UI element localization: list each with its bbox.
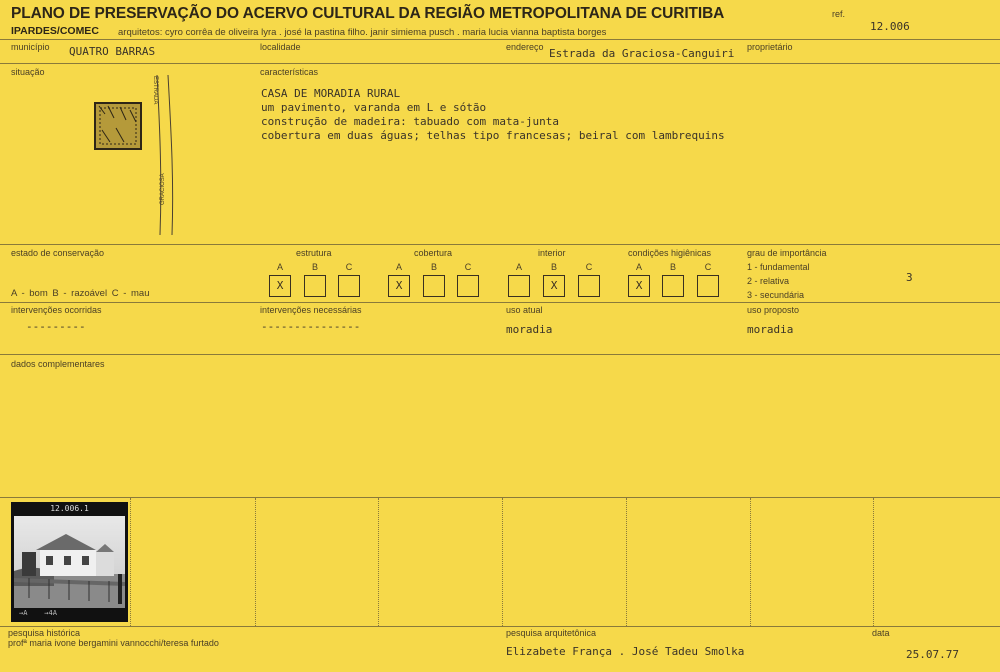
house-photo: [11, 502, 128, 622]
pesquisa-historica-label: pesquisa histórica: [8, 628, 81, 638]
photo-frame-label: 12.006.1: [50, 504, 89, 513]
photo-divider: [873, 498, 874, 626]
conservacao-label: estado de conservação: [11, 248, 105, 258]
interior-b-checkbox[interactable]: X: [543, 275, 565, 297]
interior-a-checkbox[interactable]: [508, 275, 530, 297]
organization: IPARDES/COMEC: [11, 25, 99, 37]
data-value: 25.07.77: [906, 648, 959, 661]
divider: [0, 63, 1000, 64]
municipio-value: QUATRO BARRAS: [69, 45, 156, 58]
caracteristicas-line: cobertura em duas águas; telhas tipo francesas; beiral com lambrequins: [261, 129, 725, 142]
sketch-label-bottom: GRACIOSA: [160, 173, 166, 205]
ref-label: ref.: [832, 9, 846, 19]
col-a: A: [635, 262, 642, 272]
complementares-label: dados complementares: [11, 359, 105, 369]
divider: [0, 39, 1000, 40]
col-a: A: [395, 262, 402, 272]
divider: [0, 354, 1000, 355]
data-label: data: [872, 628, 890, 638]
interior-c-checkbox[interactable]: [578, 275, 600, 297]
photo-divider: [255, 498, 256, 626]
col-b: B: [311, 262, 318, 272]
municipio-label: município: [11, 42, 50, 52]
estrutura-label: estrutura: [296, 248, 332, 258]
intervencoes-ocorridas-label: intervenções ocorridas: [11, 305, 102, 315]
importancia-option: 1 - fundamental: [747, 262, 810, 272]
caracteristicas-line: CASA DE MORADIA RURAL: [261, 87, 401, 100]
localidade-label: localidade: [260, 42, 301, 52]
photo-divider: [626, 498, 627, 626]
col-a: A: [276, 262, 283, 272]
caracteristicas-label: características: [260, 67, 319, 77]
intervencoes-ocorridas-value: ---------: [26, 320, 86, 333]
sketch-label-top: ESTRADA: [152, 76, 158, 105]
photo-divider: [130, 498, 131, 626]
cobertura-b-checkbox[interactable]: [423, 275, 445, 297]
col-b: B: [669, 262, 676, 272]
divider: [0, 302, 1000, 303]
condicoes-label: condições higiênicas: [628, 248, 712, 258]
divider: [0, 244, 1000, 245]
condicoes-c-checkbox[interactable]: [697, 275, 719, 297]
uso-atual-value: moradia: [506, 323, 553, 336]
photo-divider: [378, 498, 379, 626]
ref-value: 12.006: [870, 20, 910, 33]
photo-edge-marks: →A →4A: [19, 609, 57, 617]
photo-divider: [750, 498, 751, 626]
cobertura-c-checkbox[interactable]: [457, 275, 479, 297]
pesquisa-arquitetonica-value: Elizabete França . José Tadeu Smolka: [506, 645, 745, 658]
caracteristicas-line: construção de madeira: tabuado com mata-junta: [261, 115, 560, 128]
estrutura-c-checkbox[interactable]: [338, 275, 360, 297]
intervencoes-necessarias-label: intervenções necessárias: [260, 305, 362, 315]
form-title: PLANO DE PRESERVAÇÃO DO ACERVO CULTURAL DA REGIÃO METROPOLITANA DE CURITIBA: [11, 5, 725, 22]
photo-image: [14, 516, 125, 608]
divider: [0, 626, 1000, 627]
situacao-label: situação: [11, 67, 45, 77]
importancia-value: 3: [906, 271, 913, 284]
col-c: C: [464, 262, 472, 272]
col-c: C: [704, 262, 712, 272]
col-a: A: [515, 262, 522, 272]
architects-line: arquitetos: cyro corrêa de oliveira lyra . josé la pastina filho. janir simiema pusch . maria lucia vianna baptista borges: [118, 27, 607, 38]
uso-atual-label: uso atual: [506, 305, 543, 315]
proprietario-label: proprietário: [747, 42, 793, 52]
endereco-label: endereço: [506, 42, 544, 52]
importancia-option: 3 - secundária: [747, 290, 805, 300]
site-sketch: [80, 70, 190, 240]
pesquisa-arquitetonica-label: pesquisa arquitetônica: [506, 628, 597, 638]
col-b: B: [550, 262, 557, 272]
condicoes-a-checkbox[interactable]: X: [628, 275, 650, 297]
divider: [0, 497, 1000, 498]
col-b: B: [430, 262, 437, 272]
estrutura-b-checkbox[interactable]: [304, 275, 326, 297]
estrutura-a-checkbox[interactable]: X: [269, 275, 291, 297]
cobertura-a-checkbox[interactable]: X: [388, 275, 410, 297]
caracteristicas-line: um pavimento, varanda em L e sótão: [261, 101, 487, 114]
importancia-label: grau de importância: [747, 248, 827, 258]
photo-divider: [502, 498, 503, 626]
pesquisa-historica-value: profª maria ivone bergamini vannocchi/teresa furtado: [8, 638, 219, 648]
col-c: C: [585, 262, 593, 272]
cobertura-label: cobertura: [414, 248, 453, 258]
uso-proposto-label: uso proposto: [747, 305, 800, 315]
intervencoes-necessarias-value: ---------------: [261, 320, 361, 333]
uso-proposto-value: moradia: [747, 323, 794, 336]
importancia-option: 2 - relativa: [747, 276, 790, 286]
endereco-value: Estrada da Graciosa-Canguiri: [549, 47, 735, 60]
conservacao-legend: A - bom B - razoável C - mau: [11, 288, 150, 299]
interior-label: interior: [538, 248, 566, 258]
road-line-right: [168, 75, 173, 235]
col-c: C: [345, 262, 353, 272]
condicoes-b-checkbox[interactable]: [662, 275, 684, 297]
